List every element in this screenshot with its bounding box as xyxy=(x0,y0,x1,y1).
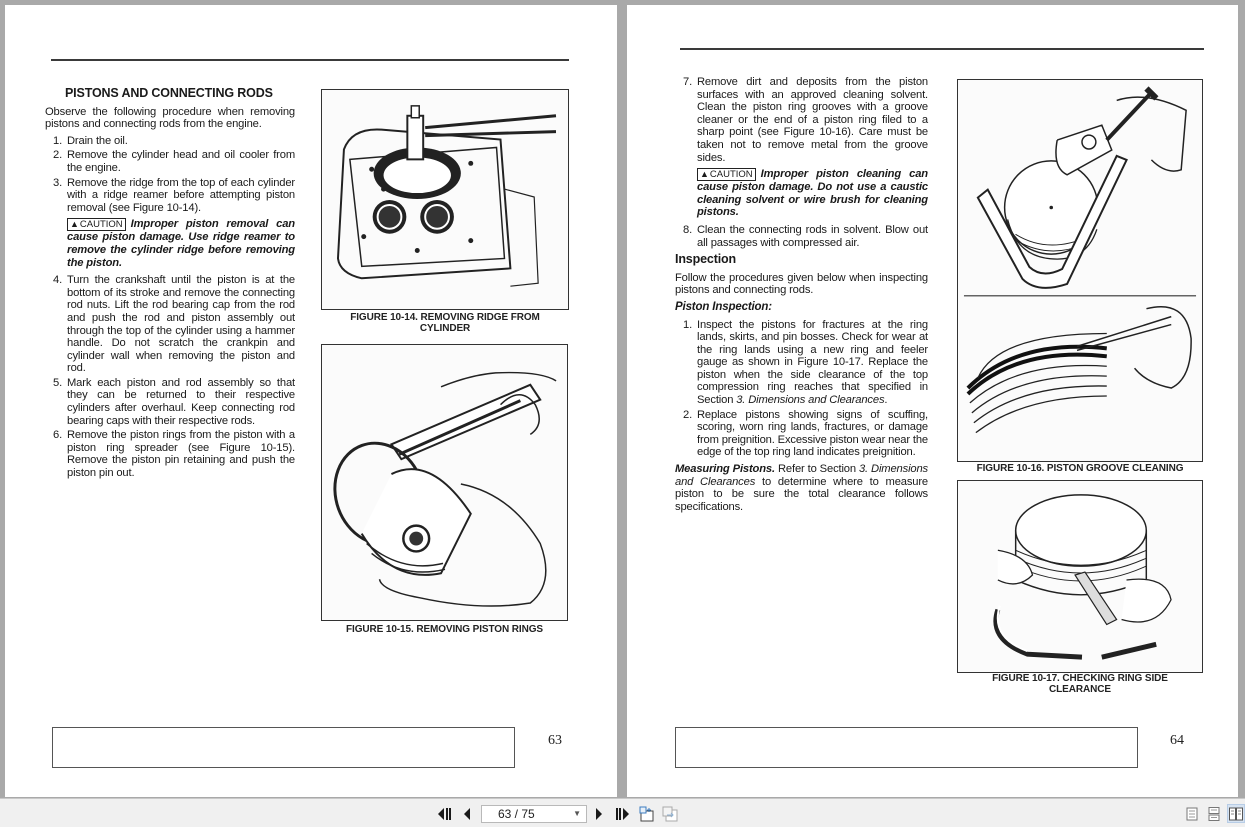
inspection-steps-list xyxy=(675,319,928,460)
step-item: 1. Drain the oil. xyxy=(53,134,128,147)
step-item: 1. Inspect the pistons for fractures at the ring lands, skirts, and pin bosses. Check for wear at the ring lands using a new ring and feeler gauge as shown in Figure 10-17. Replace the piston when the side clearance of the top compression ring reaches that specified in Section 3. Dimensions and Clearances. xyxy=(683,318,928,407)
footer-box xyxy=(675,727,1138,768)
groove-cleaning-illustration xyxy=(958,80,1202,461)
section-title: PISTONS AND CONNECTING RODS xyxy=(65,86,273,100)
page-number-dropdown[interactable]: 63 / 75 ▼ xyxy=(481,805,587,823)
last-page-icon xyxy=(615,808,629,820)
previous-page-button[interactable] xyxy=(457,804,477,823)
figure-10-15-ring-spreader xyxy=(321,344,568,621)
page-63 xyxy=(5,5,617,797)
figure-10-15-caption: FIGURE 10-15. REMOVING PISTON RINGS xyxy=(346,624,543,635)
figure-10-16-caption: FIGURE 10-16. PISTON GROOVE CLEANING xyxy=(976,463,1184,474)
step-item: 4. Turn the crankshaft until the piston is at the bottom of its stroke and remove the connecting rod nuts. Lift the rod bearing cap from the rod and push the rod and piston assembly out through the top of the cylinder using a hammer handle. Do not scratch the crankpin and cylinder wall when removing the piston and rod. xyxy=(53,274,295,375)
header-rule xyxy=(51,59,569,61)
caution-badge: ▲CAUTION xyxy=(697,168,756,181)
two-page-view-button[interactable] xyxy=(1227,804,1245,823)
step-item: 3. Remove the ridge from the top of each cylinder with a ridge reamer before attempting piston removal (see Figure 10-14). xyxy=(53,176,295,214)
figure-10-17-caption: FIGURE 10-17. CHECKING RING SIDE CLEARANCE xyxy=(992,673,1168,695)
right-text-column xyxy=(675,76,928,517)
inspection-heading: Inspection xyxy=(675,252,737,267)
fit-page-icon xyxy=(639,806,655,822)
page-number: 64 xyxy=(1170,733,1184,748)
next-page-button[interactable] xyxy=(589,804,609,823)
figure-10-14-ridge-reamer xyxy=(321,89,569,310)
single-page-view-button[interactable] xyxy=(1183,804,1201,823)
step-item: 7. Remove dirt and deposits from the piston surfaces with an approved cleaning solvent. Clean the piston ring grooves with a groove cleaner or the end of a piston ring filed to a sharp point (see Figure 10-16). Care must be taken not to remove metal from the groove sides. xyxy=(683,76,928,164)
continuous-view-button[interactable] xyxy=(1205,804,1223,823)
single-page-view-icon xyxy=(1186,807,1198,821)
navigation-toolbar xyxy=(0,798,1245,827)
figure-10-14-caption: FIGURE 10-14. REMOVING RIDGE FROM CYLINDER xyxy=(350,312,540,334)
left-text-column xyxy=(45,87,295,482)
step-item: 5. Mark each piston and rod assembly so that they can be returned to their respective cylinders after overhaul. Keep connecting rod bearing caps with their respective rods. xyxy=(53,376,295,427)
chevron-down-icon: ▼ xyxy=(573,809,581,818)
step-item: 8. Clean the connecting rods in solvent. Blow out all passages with compressed air. xyxy=(683,223,928,249)
last-page-button[interactable] xyxy=(612,804,632,823)
steps-list xyxy=(675,76,928,164)
piston-inspection-heading: Piston Inspection: xyxy=(675,300,772,313)
page-number: 63 xyxy=(548,733,562,748)
measuring-pistons-paragraph: Measuring Pistons. Refer to Section 3. Dimensions and Clearances to determine where to measure piston to be sure the total clearance follows specifications. xyxy=(675,463,929,513)
page-64 xyxy=(627,5,1238,797)
step-item: 2. Replace pistons showing signs of scuffing, scoring, worn ring lands, fractures, or damage from preignition. Excessive piston wear near the edge of the top ring land indicates preignition. xyxy=(683,408,928,459)
fit-width-icon xyxy=(662,806,678,822)
fit-width-button[interactable] xyxy=(660,804,680,823)
caution-note: ▲CAUTION Improper piston removal can cause piston damage. Use ridge reamer to remove the cylinder ridge before removing the piston. xyxy=(67,218,295,269)
header-rule xyxy=(680,48,1204,50)
warning-triangle-icon: ▲ xyxy=(700,169,709,180)
step-item: 2. Remove the cylinder head and oil cooler from the engine. xyxy=(53,149,295,174)
intro-paragraph: Observe the following procedure when removing pistons and connecting rods from the engine. xyxy=(45,105,295,131)
caution-badge: ▲CAUTION xyxy=(67,218,126,231)
warning-triangle-icon: ▲ xyxy=(70,219,79,230)
ring-side-clearance-illustration xyxy=(958,481,1202,672)
steps-list-continued xyxy=(675,224,928,249)
inspection-intro: Follow the procedures given below when inspecting pistons and connecting rods. xyxy=(675,271,928,297)
caution-note: ▲CAUTION Improper piston cleaning can cause piston damage. Do not use a caustic cleaning solvent or wire brush for cleaning pistons. xyxy=(697,168,928,219)
continuous-view-icon xyxy=(1208,807,1220,821)
first-page-button[interactable] xyxy=(435,804,455,823)
two-page-view-icon xyxy=(1229,807,1243,821)
previous-page-icon xyxy=(463,808,471,820)
steps-list-continued xyxy=(45,274,295,480)
step-item: 6. Remove the piston rings from the piston with a piston ring spreader (see Figure 10-15). Remove the piston pin retaining and push the piston pin out. xyxy=(53,429,295,480)
fit-page-button[interactable] xyxy=(637,804,657,823)
next-page-icon xyxy=(595,808,603,820)
first-page-icon xyxy=(438,808,452,820)
ridge-reamer-illustration xyxy=(322,90,568,309)
footer-box xyxy=(52,727,515,768)
figure-10-17-ring-side-clearance xyxy=(957,480,1203,673)
piston-ring-spreader-illustration xyxy=(322,345,567,620)
steps-list xyxy=(45,135,295,215)
figure-10-16-groove-cleaning xyxy=(957,79,1203,462)
